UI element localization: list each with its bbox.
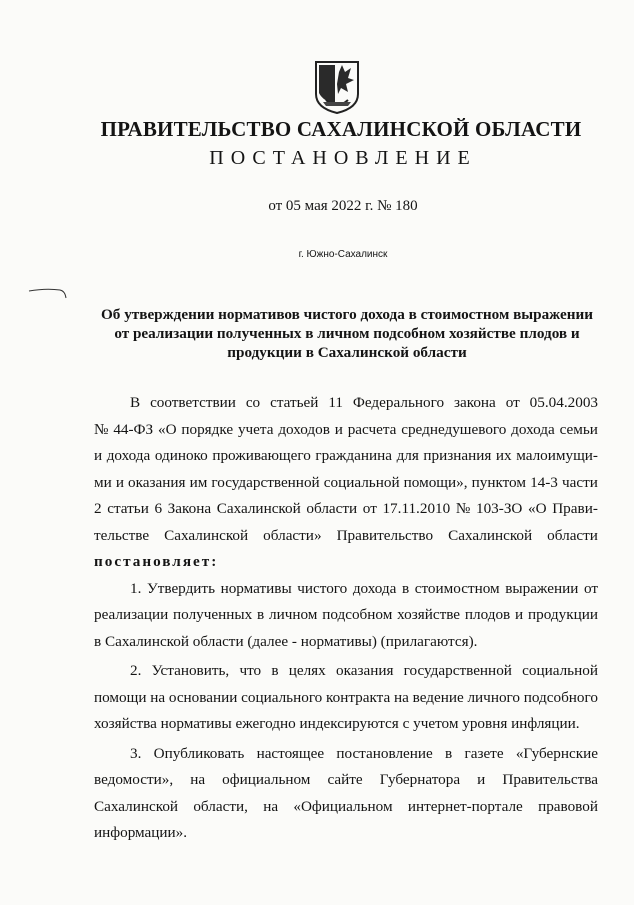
item-3-line: ведомости», на официальном сайте Губернатора и Правительства — [94, 771, 598, 788]
preamble-line: В соответствии со статьей 11 Федерального закона от 05.04.2003 — [130, 394, 598, 411]
document-body — [94, 390, 598, 847]
subject-line: продукции в Сахалинской области — [227, 344, 467, 361]
subject-line: от реализации полученных в личном подсобном хозяйстве плодов и — [114, 325, 580, 342]
item-2-line: 2. Установить, что в целях оказания государственной социальной — [130, 662, 598, 679]
preamble-line: № 44-ФЗ «О порядке учета доходов и расчета среднедушевого дохода семьи — [94, 420, 598, 438]
coat-of-arms-emblem — [314, 60, 360, 114]
item-3-line: информации». — [94, 824, 188, 841]
document-date-number: от 05 мая 2022 г. № 180 — [268, 198, 418, 214]
item-1-line: 1. Утвердить нормативы чистого дохода в стоимостном выражении от — [130, 579, 598, 597]
item-2-line: хозяйства нормативы ежегодно индексируются с учетом уровня инфляции. — [94, 715, 580, 732]
government-name: ПРАВИТЕЛЬСТВО САХАЛИНСКОЙ ОБЛАСТИ — [100, 117, 582, 141]
document-subject — [92, 305, 602, 362]
preamble-line: тельстве Сахалинской области» Правительство Сахалинской области — [94, 526, 598, 544]
item-2-line: помощи на основании социального контракта на ведение личного подсобного — [94, 688, 598, 706]
document-city: г. Южно-Сахалинск — [298, 249, 388, 260]
item-3-line: 3. Опубликовать настоящее постановление в газете «Губернские — [130, 744, 598, 762]
resolve-text: постановляет: — [94, 553, 219, 570]
margin-pen-mark — [28, 286, 68, 300]
preamble-line: ми и оказания им государственной социальной помощи», пунктом 14-3 части — [94, 473, 598, 491]
subject-line: Об утверждении нормативов чистого дохода в стоимостном выражении — [100, 306, 593, 323]
preamble-line: 2 статьи 6 Закона Сахалинской области от 17.11.2010 № 103-ЗО «О Прави- — [94, 500, 598, 517]
item-1-line: реализации полученных в личном подсобном хозяйстве плодов и продукции — [94, 606, 598, 623]
resolve-word — [94, 549, 598, 576]
document-type: ПОСТАНОВЛЕНИЕ — [209, 147, 477, 169]
preamble-line: и дохода одиноко проживающего гражданина для признания их малоимущи- — [94, 447, 598, 464]
item-1-line: в Сахалинской области (далее - нормативы) (прилагаются). — [94, 632, 478, 650]
item-3-line: Сахалинской области, на «Официальном интернет-портале правовой — [94, 797, 598, 815]
